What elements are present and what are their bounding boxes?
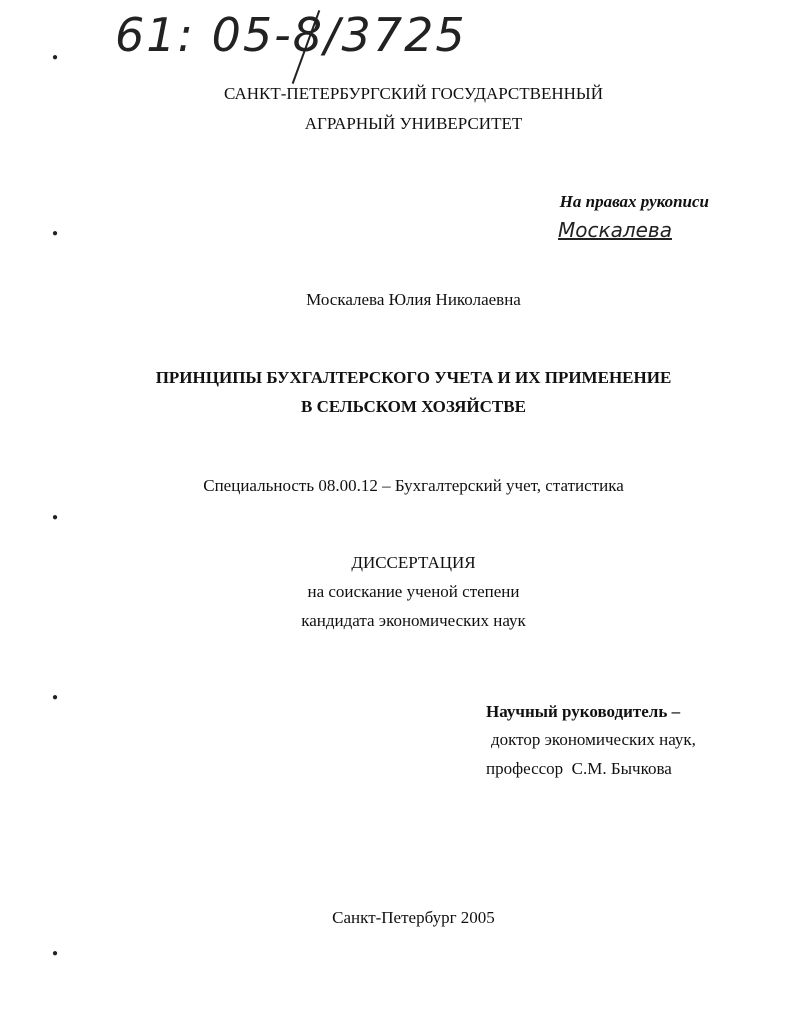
punch-hole-mark: ● — [52, 948, 59, 959]
degree-line-2: кандидата экономических наук — [301, 611, 526, 630]
handwritten-catalog-number: 61: 05-8/3725 — [115, 8, 467, 62]
supervisor-degree: доктор экономических наук, — [491, 730, 696, 749]
supervisor-name: профессор С.М. Бычкова — [486, 759, 672, 778]
title-line-2: В СЕЛЬСКОМ ХОЗЯЙСТВЕ — [301, 397, 526, 416]
degree-line-1: на соискание ученой степени — [307, 582, 520, 601]
manuscript-rights: На правах рукописи — [559, 192, 709, 211]
punch-hole-mark: ● — [52, 228, 59, 239]
footer-city-year: Санкт-Петербург 2005 — [332, 908, 495, 927]
institution-line-2: АГРАРНЫЙ УНИВЕРСИТЕТ — [304, 114, 523, 133]
signature: Москалева — [558, 218, 672, 242]
title-line-1: ПРИНЦИПЫ БУХГАЛТЕРСКОГО УЧЕТА И ИХ ПРИМЕНЕНИЕ — [155, 368, 672, 387]
work-type: ДИССЕРТАЦИЯ — [351, 553, 476, 572]
punch-hole-mark: ● — [52, 512, 59, 523]
author-name: Москалева Юлия Николаевна — [306, 290, 521, 309]
punch-hole-mark: ● — [52, 692, 59, 703]
institution-line-1: САНКТ-ПЕТЕРБУРГСКИЙ ГОСУДАРСТВЕННЫЙ — [223, 84, 603, 103]
punch-hole-mark: ● — [52, 52, 59, 63]
supervisor-label: Научный руководитель – — [486, 702, 681, 721]
specialty: Специальность 08.00.12 – Бухгалтерский учет, статистика — [203, 476, 624, 495]
